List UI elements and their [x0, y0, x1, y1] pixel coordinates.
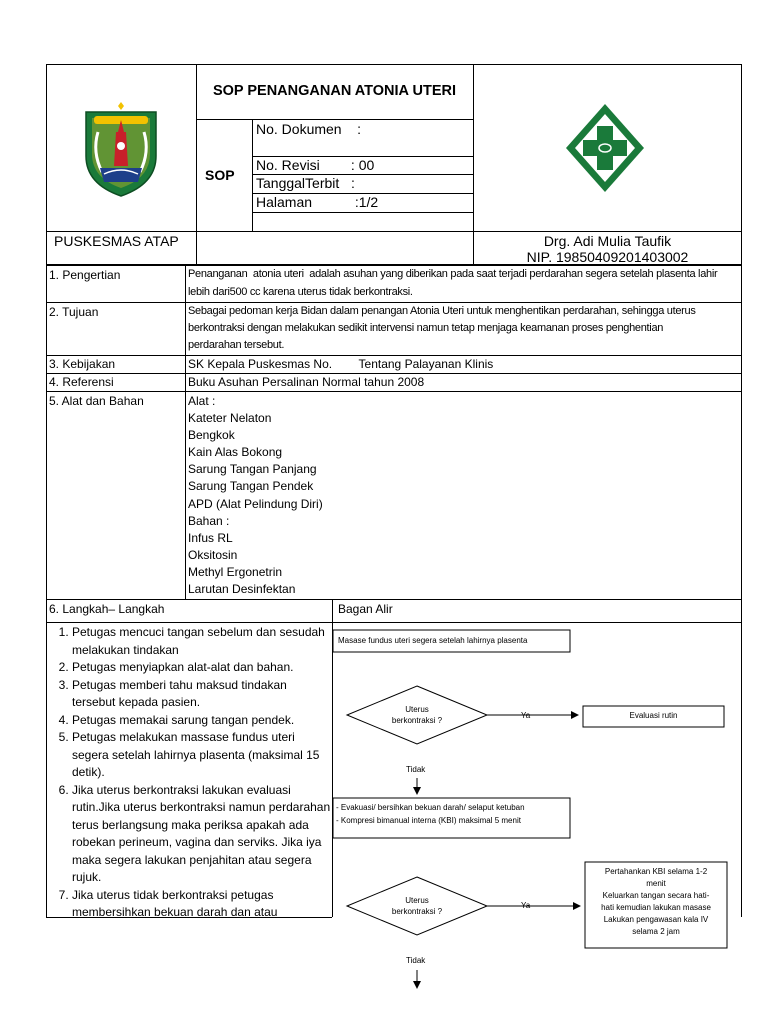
flow-start-text: Masase fundus uteri segera setelah lahirnya plasenta [338, 636, 528, 645]
step-item: 5. Petugas melakukan massase fundus uteri segera setelah lahirnya plasenta (maksimal 15 detik). [72, 729, 332, 782]
sop-label: SOP [205, 167, 235, 183]
alat-item: Bahan : [188, 514, 230, 528]
tujuan-line: perdarahan tersebut. [188, 339, 285, 351]
alat-item: Sarung Tangan Pendek [188, 479, 314, 493]
doc-number: No. Dokumen : [256, 121, 362, 137]
alat-item: Bengkok [188, 428, 235, 442]
organization-name: PUSKESMAS ATAP [54, 233, 179, 249]
step-item: 1. Petugas mencuci tangan sebelum dan sesudah melakukan tindakan [72, 624, 332, 659]
alat-item: Larutan Desinfektan [188, 582, 296, 596]
alat-item: Kateter Nelaton [188, 411, 272, 425]
section-label-alat: 5. Alat dan Bahan [49, 394, 144, 408]
flow-decision-2-line: berkontraksi ? [391, 907, 443, 916]
flow-result-2-line: Lakukan pengawasan kala IV [603, 915, 709, 924]
kebijakan-text: SK Kepala Puskesmas No. Tentang Palayanan Klinis [188, 357, 494, 371]
flow-no-label: Tidak [406, 956, 426, 965]
step-item: 3. Petugas memberi tahu maksud tindakan tersebut kepada pasien. [72, 677, 332, 712]
step-item: 2. Petugas menyiapkan alat-alat dan bahan. [72, 659, 332, 677]
page-number: Halaman :1/2 [256, 194, 379, 210]
flow-result-2-line: selama 2 jam [632, 927, 680, 936]
alat-item: Oksitosin [188, 548, 238, 562]
pengertian-line: lebih dari500 cc karena uterus tidak berkontraksi. [188, 286, 413, 298]
alat-item: Methyl Ergonetrin [188, 565, 283, 579]
section-label-bagan: Bagan Alir [338, 602, 393, 616]
flow-yes-label: Ya [521, 711, 531, 720]
flow-action-line: - Evakuasi/ bersihkan bekuan darah/ selaput ketuban [336, 803, 525, 812]
step-item: 4. Petugas memakai sarung tangan pendek. [72, 712, 332, 730]
alat-item: Sarung Tangan Panjang [188, 462, 317, 476]
pengertian-line: Penanganan atonia uteri adalah asuhan yang diberikan pada saat terjadi perdarahan segera setelah plasenta lahir [188, 268, 718, 280]
flow-result-2-line: Pertahankan KBI selama 1-2 [604, 867, 708, 876]
section-label-referensi: 4. Referensi [49, 375, 114, 389]
revision-number: No. Revisi : 00 [256, 157, 375, 173]
section-label-langkah: 6. Langkah– Langkah [49, 602, 165, 616]
alat-item: APD (Alat Pelindung Diri) [188, 497, 323, 511]
tujuan-line: berkontraksi dengan melakukan sedikit intervensi namun tetap menjaga keamanan proses penghentian [188, 322, 664, 334]
issue-date: TanggalTerbit : [256, 175, 355, 191]
flow-decision-1-line: berkontraksi ? [391, 716, 443, 725]
flow-yes-label: Ya [521, 901, 531, 910]
flow-decision-1-line: Uterus [405, 705, 429, 714]
referensi-text: Buku Asuhan Persalinan Normal tahun 2008 [188, 375, 425, 389]
alat-item: Infus RL [188, 531, 233, 545]
alat-item: Alat : [188, 394, 216, 408]
section-label-tujuan: 2. Tujuan [49, 305, 99, 319]
flow-result-1: Evaluasi rutin [629, 711, 678, 720]
signer-nip: NIP. 19850409201403002 [526, 249, 689, 265]
flow-decision-2-line: Uterus [405, 896, 429, 905]
flow-result-2-line: Keluarkan tangan secara hati- [602, 891, 710, 900]
flow-result-2-line: menit [646, 879, 666, 888]
step-item: 6. Jika uterus berkontraksi lakukan evaluasi rutin.Jika uterus berkontraksi namun perdarahan terus berlangsung maka periksa apakah ada robekan perineum, vagina dan serviks. Jika iya maka segera lakukan penjahitan atau segera rujuk. [72, 782, 332, 887]
flow-result-2-line: hati kemudian lakukan masase [601, 903, 711, 912]
flow-no-label: Tidak [406, 765, 426, 774]
alat-item: Kain Alas Bokong [188, 445, 283, 459]
sop-title: SOP PENANGANAN ATONIA UTERI [212, 83, 457, 99]
step-item: 7. Jika uterus tidak berkontraksi petugas membersihkan bekuan darah dan atau [72, 887, 332, 922]
section-label-pengertian: 1. Pengertian [49, 268, 121, 282]
tujuan-line: Sebagai pedoman kerja Bidan dalam penangan Atonia Uteri untuk menghentikan perdarahan, sehingga uterus [188, 305, 696, 317]
section-label-kebijakan: 3. Kebijakan [49, 357, 116, 371]
flow-action-line: - Kompresi bimanual interna (KBI) maksimal 5 menit [336, 816, 521, 825]
signer-name: Drg. Adi Mulia Taufik [543, 233, 672, 249]
